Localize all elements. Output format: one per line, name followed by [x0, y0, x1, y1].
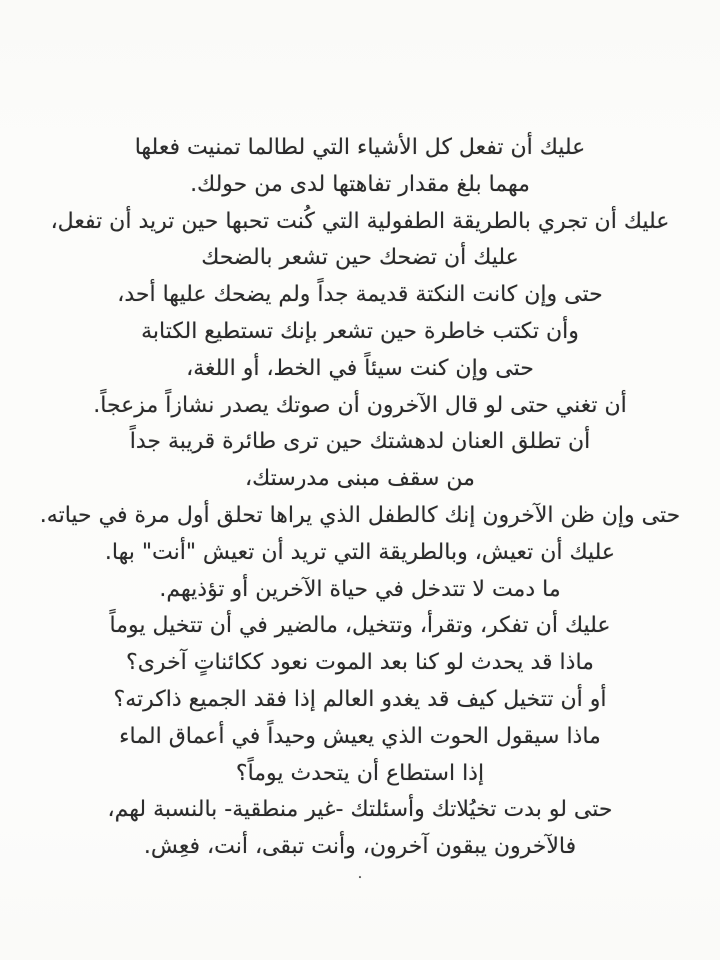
- poem-line: عليك أن تجري بالطريقة الطفولية التي كُنت تحبها حين تريد أن تفعل،: [50, 208, 670, 234]
- poem-line: فالآخرون يبقون آخرون، وأنت تبقى، أنت، فعِش.: [143, 834, 577, 860]
- poem-line: وأن تكتب خاطرة حين تشعر بإنك تستطيع الكتابة: [141, 318, 579, 344]
- poem-line: أن تغني حتى لو قال الآخرون أن صوتك يصدر نشازاً مزعجاً.: [93, 392, 627, 418]
- poem-text-block: [38, 130, 682, 880]
- poem-line: حتى لو بدت تخيُلاتك وأسئلتك -غير منطقية- بالنسبة لهم،: [107, 797, 613, 823]
- poem-line: حتى وإن كنت سيئاً في الخط، أو اللغة،: [186, 355, 534, 381]
- poem-line: عليك أن تفكر، وتقرأ، وتتخيل، مالضير في أن تتخيل يوماً: [109, 613, 611, 639]
- poem-line: حتى وإن ظن الآخرون إنك كالطفل الذي يراها تحلق أول مرة في حياته.: [39, 502, 681, 528]
- poem-line: ما دمت لا تتدخل في حياة الآخرين أو تؤذيهم.: [159, 576, 561, 602]
- trailing-dot: .: [357, 865, 363, 882]
- poem-line: ماذا قد يحدث لو كنا بعد الموت نعود ككائناتٍ آخرى؟: [126, 650, 594, 676]
- poem-line: عليك أن تفعل كل الأشياء التي لطالما تمنيت فعلها: [134, 135, 586, 160]
- poem-line: أو أن تتخيل كيف قد يغدو العالم إذا فقد الجميع ذاكرته؟: [113, 686, 607, 712]
- poem-line: أن تطلق العنان لدهشتك حين ترى طائرة قريبة جداً: [129, 429, 591, 455]
- poem-line: إذا استطاع أن يتحدث يوماً؟: [235, 760, 485, 786]
- poem-line: عليك أن تعيش، وبالطريقة التي تريد أن تعيش "أنت" بها.: [104, 539, 616, 565]
- poem-line: عليك أن تضحك حين تشعر بالضحك: [201, 245, 519, 271]
- poem-line: مهما بلغ مقدار تفاهتها لدى من حولك.: [190, 171, 530, 197]
- poem-line: حتى وإن كانت النكتة قديمة جداً ولم يضحك عليها أحد،: [117, 282, 603, 308]
- poem-line: من سقف مبنى مدرستك،: [245, 466, 475, 492]
- poem-line: ماذا سيقول الحوت الذي يعيش وحيداً في أعماق الماء: [119, 723, 601, 749]
